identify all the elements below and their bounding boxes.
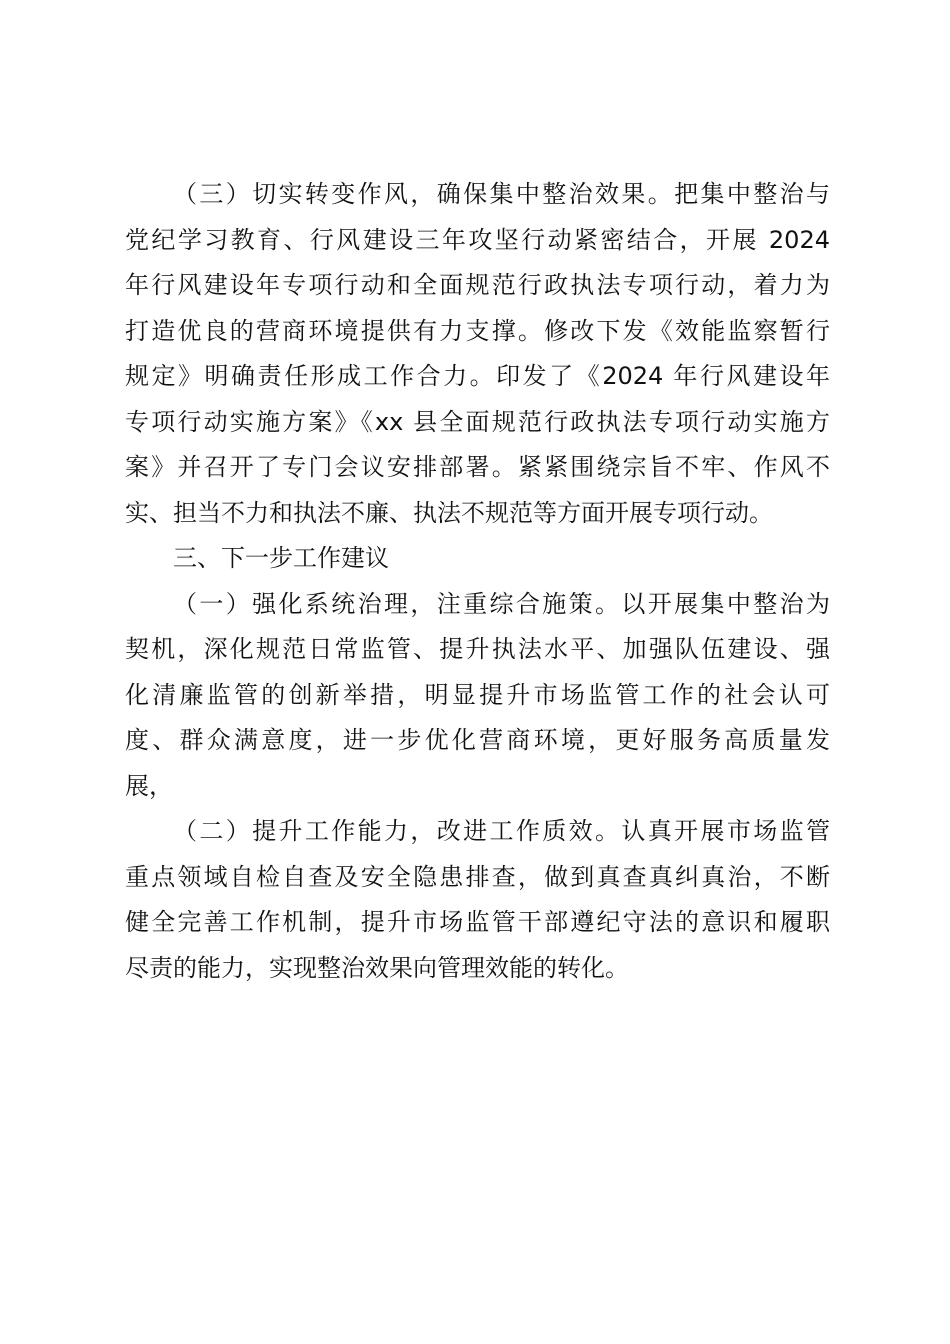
paragraph-1-line-7: 案》并召开了专门会议安排部署。紧紧围绕宗旨不牢、作风不 (125, 453, 830, 481)
paragraph-1-line-5: 规定》明确责任形成工作合力。印发了《2024 年行风建设年 (125, 362, 830, 390)
paragraph-3-line-2: 重点领域自检自查及安全隐患排查，做到真查真纠真治，不断 (125, 862, 830, 891)
paragraph-3-line-4: 尽责的能力，实现整治效果向管理效能的转化。 (125, 953, 629, 982)
paragraph-1-line-8: 实、担当不力和执法不廉、执法不规范等方面开展专项行动。 (125, 498, 773, 527)
paragraph-1-line-2: 党纪学习教育、行风建设三年攻坚行动紧密结合，开展 2024 (125, 225, 830, 254)
paragraph-1-line-4: 打造优良的营商环境提供有力支撑。修改下发《效能监察暂行 (125, 316, 830, 345)
paragraph-1-line-1: （三）切实转变作风，确保集中整治效果。把集中整治与 (173, 180, 830, 208)
document-body (125, 172, 830, 991)
section-heading: 三、下一步工作建议 (173, 544, 389, 572)
paragraph-3-line-1: （二）提升工作能力，改进工作质效。认真开展市场监管 (173, 817, 830, 845)
paragraph-2-line-2: 契机，深化规范日常监管、提升执法水平、加强队伍建设、强 (125, 635, 830, 663)
paragraph-2-line-1: （一）强化系统治理，注重综合施策。以开展集中整治为 (173, 589, 830, 618)
paragraph-2-line-3: 化清廉监管的创新举措，明显提升市场监管工作的社会认可 (125, 680, 830, 709)
paragraph-1-line-6: 专项行动实施方案》《xx 县全面规范行政执法专项行动实施方 (125, 407, 830, 436)
paragraph-3-line-3: 健全完善工作机制，提升市场监管干部遵纪守法的意识和履职 (125, 908, 830, 936)
paragraph-1-line-3: 年行风建设年专项行动和全面规范行政执法专项行动，着力为 (125, 271, 830, 299)
paragraph-2-line-4: 度、群众满意度，进一步优化营商环境，更好服务高质量发 (125, 726, 830, 754)
paragraph-2-line-5: 展， (125, 771, 173, 800)
